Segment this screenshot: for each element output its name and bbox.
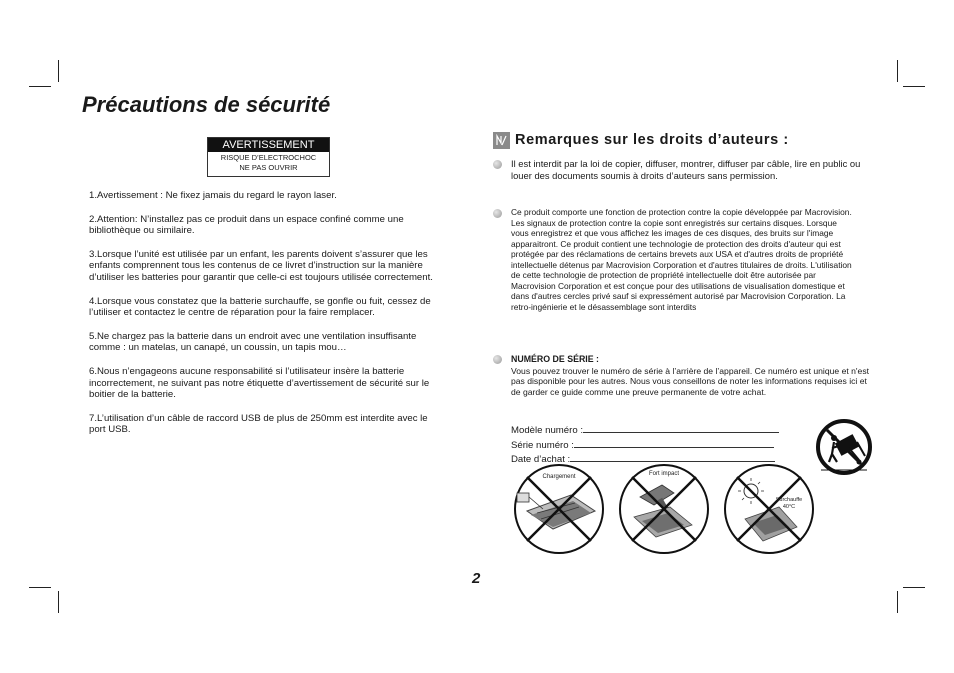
crop-mark: [903, 86, 925, 87]
precaution-item: 5.Ne chargez pas la batterie dans un endroit avec une ventilation insuffisante comme : un matelas, un canapé, un coussin, un tapis mou…: [89, 330, 417, 354]
date-label: Date d’achat :: [511, 454, 571, 465]
serial-field[interactable]: [574, 437, 774, 448]
purchase-record-form: [511, 422, 779, 466]
copyright-heading: [493, 131, 789, 149]
serial-heading: NUMÉRO DE SÉRIE :: [511, 354, 599, 364]
no-overheat-icon: [723, 463, 815, 555]
date-field[interactable]: [570, 451, 775, 462]
precautions-list: [89, 190, 441, 448]
no-soft-surface-charging-icon: [513, 463, 605, 555]
overheat-label: Surchauffe: [775, 497, 803, 503]
crop-mark: [903, 587, 925, 588]
warning-label: [207, 137, 330, 177]
crop-mark: [897, 60, 898, 82]
precaution-item: 1.Avertissement : Ne fixez jamais du regard le rayon laser.: [89, 190, 337, 201]
crop-mark: [897, 591, 898, 613]
precaution-item: 3.Lorsque l’unité est utilisée par un enfant, les parents doivent s’assurer que les enfants comprennent tous les contenus de ce livret d’instruction sur la manière d’utiliser les batteries pour garantir que celle-ci est toujours utilisée correctement.: [89, 248, 433, 283]
serial-paragraph: Vous pouvez trouver le numéro de série à l’arrière de l’appareil. Ce numéro est unique et n'est pas disponible pour les autres. Nous vous conseillons de noter les informations requises ici et de garder ce guide comme une preuve permanente de votre achat.: [511, 366, 870, 397]
model-field[interactable]: [583, 422, 779, 433]
serial-label: Série numéro :: [511, 439, 574, 451]
page-title: Précautions de sécurité: [82, 92, 331, 117]
bullet-icon: [493, 209, 502, 218]
precaution-item: 7.L’utilisation d’un câble de raccord USB de plus de 250mm est interdite avec le port USB.: [89, 412, 428, 436]
bullet-icon: [493, 160, 502, 169]
copyright-title: Remarques sur les droits d’auteurs :: [515, 132, 789, 148]
charging-label: Chargement: [542, 474, 576, 480]
note-icon: [493, 132, 510, 149]
precaution-item: 4.Lorsque vous constatez que la batterie surchauffe, se gonfle ou fuit, cessez de l’utiliser et contactez le centre de réparation pour la faire remplacer.: [89, 295, 431, 319]
bullet-icon: [493, 355, 502, 364]
crop-mark: [58, 60, 59, 82]
macrovision-paragraph: Ce produit comporte une fonction de protection contre la copie développée par Macrovision. Les signaux de protection contre la copie sont enregistrés sur certains disques. Lorsque vous enregistrez et que vous affichez les images de ces disques, des bruits sur l'image apparaitront. Ce produit contient une technologie de protection des droits d'auteur qui est protégée par des réclamations de certains brevets aux USA et d'autres droits de propriété intellectuelle détenus par Macrovision Corporation et d'autres titulaires de droits. L'utilisation de cette technologie de protection de propriété intellectuelle doit être autorisée par Macrovision Corporation et est conçue pour des utilisations de visualisation domestique et dans d'autres cercles privé sauf si expressément autorisé par Macrovision Corporation. La retro-ingénierie et le désassemblage sont interdits: [511, 207, 852, 312]
no-impact-icon: [618, 463, 710, 555]
crop-mark: [29, 86, 51, 87]
cart-tip-warning-icon: [815, 418, 873, 476]
page-number: 2: [472, 570, 481, 587]
crop-mark: [29, 587, 51, 588]
copyright-paragraph: Il est interdit par la loi de copier, diffuser, montrer, diffuser par câble, lire en public ou louer des documents soumis à droits d’auteurs sans permission.: [511, 158, 861, 181]
impact-label: Fort impact: [648, 471, 680, 477]
overheat-temp: 40°C: [782, 504, 796, 510]
warning-heading: AVERTISSEMENT: [208, 138, 329, 152]
precaution-item: 2.Attention: N’installez pas ce produit dans un espace confiné comme une bibliothèque ou similaire.: [89, 213, 404, 237]
warning-line-1: RISQUE D’ELECTROCHOC: [220, 153, 317, 162]
precaution-item: 6.Nous n’engageons aucune responsabilité si l’utilisateur insère la batterie incorrectement, ne suivant pas notre étiquette d’avertissement de sécurité sur le boitier de la batterie.: [89, 365, 430, 401]
crop-mark: [58, 591, 59, 613]
model-label: Modèle numéro :: [511, 425, 583, 436]
warning-line-2: NE PAS OUVRIR: [239, 163, 298, 172]
